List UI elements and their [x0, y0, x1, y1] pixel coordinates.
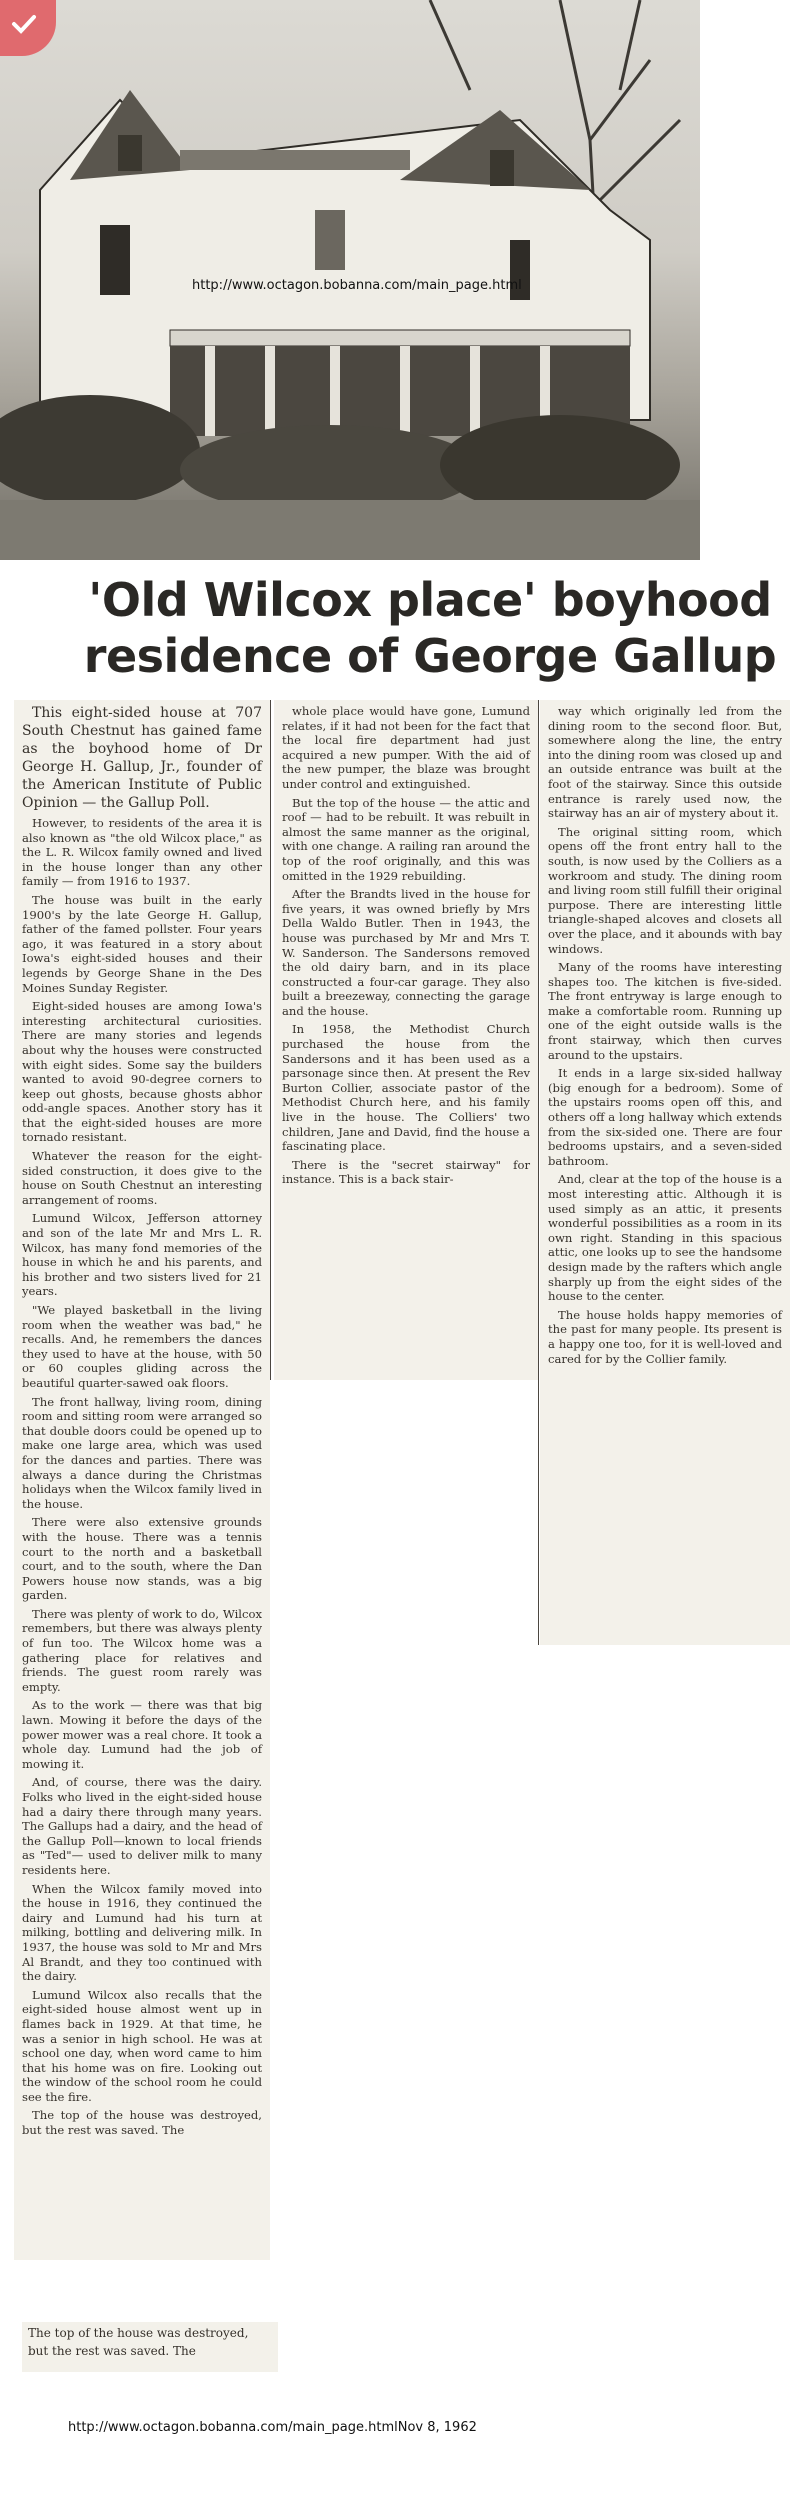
paragraph: There was plenty of work to do, Wilcox remembers, but there was always plenty of fun too. The Wilcox home was a gathering place for relatives and friends. The guest room rarely was empty.	[22, 1606, 262, 1694]
paragraph: way which originally led from the dining room to the second floor. But, somewhere along the line, the entry into the dining room was closed up and an outside entrance was built at the foot of the stairway. Since this outside entrance is rarely used now, the stairway has an air of mystery about it.	[548, 704, 782, 821]
paragraph: However, to residents of the area it is also known as "the old Wilcox place," as the L. R. Wilcox family owned and lived in the house longer than any other family — from 1916 to 1937.	[22, 816, 262, 889]
paragraph: And, clear at the top of the house is a most interesting attic. Although it is used simply as an attic, it presents wonderful possibilities as a room in its own right. Standing in this spacious attic, one looks up to see the handsome design made by the rafters which angle sharply up from the eight sides of the house to the center.	[548, 1172, 782, 1304]
paragraph: The house was built in the early 1900's by the late George H. Gallup, father of the famed pollster. Four years ago, it was featured in a story about Iowa's eight-sided houses and their legends by George Shane in the Des Moines Sunday Register.	[22, 892, 262, 995]
paragraph: After the Brandts lived in the house for five years, it was owned briefly by Mrs Della Waldo Butler. Then in 1943, the house was purchased by Mr and Mrs T. W. Sanderson. The Sandersons removed the old dairy barn, and in its place constructed a four-car garage. They also built a breezeway, connecting the garage and the house.	[282, 887, 530, 1018]
paragraph: As to the work — there was that big lawn. Mowing it before the days of the power mower was a real chore. It took a whole day. Lumund had the job of mowing it.	[22, 1698, 262, 1771]
photo-url-overlay[interactable]: http://www.octagon.bobanna.com/main_page.html	[192, 278, 522, 293]
paragraph: whole place would have gone, Lumund relates, if it had not been for the fact that the local fire department had just acquired a new pumper. With the aid of the new pumper, the blaze was brought under control and extinguished.	[282, 704, 530, 791]
house-photo	[0, 0, 700, 560]
article-column-3	[540, 700, 790, 1645]
paragraph: Lumund Wilcox, Jefferson attorney and son of the late Mr and Mrs L. R. Wilcox, has many fond memories of the house in which he and his parents, and his brother and two sisters lived for 21 years.	[22, 1211, 262, 1299]
paragraph: And, of course, there was the dairy. Folks who lived in the eight-sided house had a dairy there through many years. The Gallups had a dairy, and the head of the Gallup Poll—known to local friends as "Ted"— used to deliver milk to many residents here.	[22, 1775, 262, 1877]
article-column-1	[14, 700, 270, 2260]
headline-line-2: residence of George Gallup	[83, 629, 777, 683]
article-headline	[70, 572, 790, 684]
article-column-2	[274, 700, 538, 1380]
paragraph: In 1958, the Methodist Church purchased the house from the Sandersons and it has been used as a parsonage since then. At present the Rev Burton Collier, associate pastor of the Methodist Church here, and his family live in the house. The Colliers' two children, Jane and David, find the house a fascinating place.	[282, 1022, 530, 1154]
paragraph: Lumund Wilcox also recalls that the eight-sided house almost went up in flames back in 1929. At that time, he was a senior in high school. He was at school one day, when word came to him that his home was on fire. Looking out the window of the school room he could see the fire.	[22, 1987, 262, 2104]
continuation-snippet: The top of the house was destroyed, but the rest was saved. The	[22, 2322, 278, 2372]
paragraph: There is the "secret stairway" for instance. This is a back stair-	[282, 1157, 530, 1187]
paragraph: This eight-sided house at 707 South Chestnut has gained fame as the boyhood home of Dr George H. Gallup, Jr., founder of the American Institute of Public Opinion — the Gallup Poll.	[22, 705, 262, 811]
source-footer[interactable]: http://www.octagon.bobanna.com/main_page.htmlNov 8, 1962	[68, 2420, 477, 2435]
paragraph: The front hallway, living room, dining room and sitting room were arranged so that double doors could be opened up to make one large area, which was used for the dances and parties. There was always a dance during the Christmas holidays when the Wilcox family lived in the house.	[22, 1394, 262, 1511]
checkmark-icon	[8, 8, 40, 40]
paragraph: There were also extensive grounds with the house. There was a tennis court to the north and a basketball court, and to the south, where the Dan Powers house now stands, was a big garden.	[22, 1515, 262, 1603]
paragraph: Many of the rooms have interesting shapes too. The kitchen is five-sided. The front entryway is large enough to make a comfortable room. Running up one of the eight outside walls is the front stairway, which then curves around to the upstairs.	[548, 960, 782, 1062]
paragraph: The top of the house was destroyed, but the rest was saved. The	[22, 2108, 262, 2138]
column-divider	[538, 700, 539, 1645]
paragraph: When the Wilcox family moved into the house in 1916, they continued the dairy and Lumund had his turn at milking, bottling and delivering milk. In 1937, the house was sold to Mr and Mrs Al Brandt, and they too continued with the dairy.	[22, 1881, 262, 1984]
paragraph: The house holds happy memories of the past for many people. Its present is a happy one too, for it is well-loved and cared for by the Collier family.	[548, 1307, 782, 1366]
paragraph: "We played basketball in the living room when the weather was bad," he recalls. And, he remembers the dances they used to have at the house, with 50 or 60 couples gliding across the beautiful quarter-sawed oak floors.	[22, 1303, 262, 1390]
paragraph: Whatever the reason for the eight-sided construction, it does give to the house on South Chestnut an interesting arrangement of rooms.	[22, 1149, 262, 1207]
paragraph: The original sitting room, which opens off the front entry hall to the south, is now used by the Colliers as a workroom and study. The dining room and living room still fulfill their original purpose. There are interesting little triangle-shaped alcoves and closets all over the place, and it abounds with bay windows.	[548, 824, 782, 956]
paragraph: Eight-sided houses are among Iowa's interesting architectural curiosities. There are many stories and legends about why the houses were constructed with eight sides. Some say the builders wanted to avoid 90-degree corners to keep out ghosts, because ghosts abhor odd-angle spaces. Another story has it that the eight-sided houses are more tornado resistant.	[22, 999, 262, 1145]
paragraph: But the top of the house — the attic and roof — had to be rebuilt. It was rebuilt in almost the same manner as the original, with one change. A railing ran around the top of the roof originally, and this was omitted in the 1929 rebuilding.	[282, 795, 530, 883]
column-divider	[270, 700, 271, 1380]
headline-line-1: 'Old Wilcox place' boyhood	[88, 573, 772, 627]
paragraph: It ends in a large six-sided hallway (big enough for a bedroom). Some of the upstairs rooms open off this, and others off a long hallway which extends from the six-sided one. There are four bedrooms upstairs, and a seven-sided bathroom.	[548, 1066, 782, 1168]
